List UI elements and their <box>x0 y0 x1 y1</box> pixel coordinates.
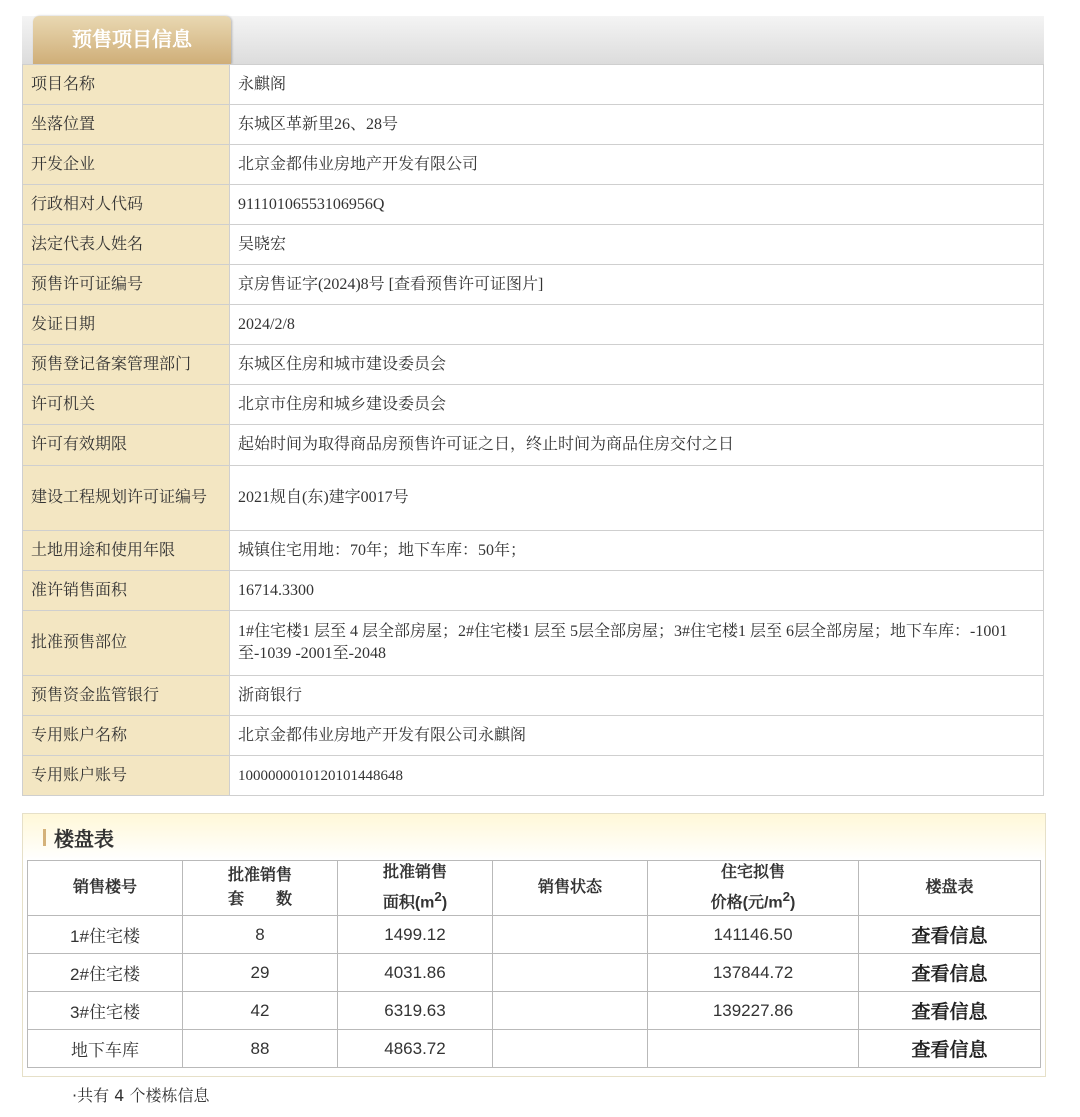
view-permit-image-link[interactable]: [查看预售许可证图片] <box>388 275 544 293</box>
info-label: 发证日期 <box>23 305 230 345</box>
superscript-2: 2 <box>434 889 442 904</box>
info-row-account-number <box>23 756 1044 796</box>
cell-status <box>493 992 648 1030</box>
table-row <box>28 992 1041 1030</box>
info-value: 北京市住房和城乡建设委员会 <box>230 385 1044 425</box>
info-row-account-name <box>23 716 1044 756</box>
col-header-building <box>28 861 183 916</box>
cell-status <box>493 954 648 992</box>
cell-units: 29 <box>183 954 338 992</box>
info-label: 法定代表人姓名 <box>23 225 230 265</box>
col-header-view <box>859 861 1041 916</box>
info-label: 坐落位置 <box>23 105 230 145</box>
info-value: 100000001012010144​8648 <box>230 756 1044 796</box>
info-value <box>230 265 1044 305</box>
building-count-summary: ·共有 4 个楼栋信息 <box>72 1086 210 1105</box>
col-header-units-line1: 批准销售 <box>227 867 292 885</box>
col-header-price-line1: 住宅拟售 <box>720 864 785 881</box>
col-header-price-line2: 价格(元/m <box>710 894 783 912</box>
cell-price <box>648 1030 859 1068</box>
info-value: 1#住宅楼1 层至 4 层全部房屋；2#住宅楼1 层至 5层全部房屋；3#住宅楼1 层至 6层全部房屋；地下车库：-1001至-1039 -2001至-2048 <box>230 611 1044 676</box>
cell-area: 1499.12 <box>338 916 493 954</box>
info-row-validity <box>23 425 1044 466</box>
cell-units: 8 <box>183 916 338 954</box>
cell-price: 141146.50 <box>648 916 859 954</box>
info-label: 预售资金监管银行 <box>23 676 230 716</box>
cell-status <box>493 1030 648 1068</box>
building-list-panel <box>22 813 1046 1077</box>
col-header-price <box>648 861 859 916</box>
info-row-sale-area <box>23 571 1044 611</box>
cell-area: 4863.72 <box>338 1030 493 1068</box>
info-row-project-name <box>23 65 1044 105</box>
view-info-link[interactable]: 查看信息 <box>859 1030 1041 1068</box>
info-row-developer <box>23 145 1044 185</box>
cell-area: 4031.86 <box>338 954 493 992</box>
col-header-area-line2: 面积(m <box>382 894 435 912</box>
info-row-land-use <box>23 531 1044 571</box>
permit-number-text: 京房售证字(2024)8号 <box>238 275 385 293</box>
building-list-header <box>23 814 1045 860</box>
info-label: 行政相对人代码 <box>23 185 230 225</box>
cell-units: 88 <box>183 1030 338 1068</box>
info-value: 16714.3300 <box>230 571 1044 611</box>
info-label: 建设工程规划许可证编号 <box>23 466 230 531</box>
info-row-licensing-authority <box>23 385 1044 425</box>
info-value: 北京金都伟业房地产开发有限公司 <box>230 145 1044 185</box>
info-value: 北京金都伟业房地产开发有限公司永麒阁 <box>230 716 1044 756</box>
building-table-header-row <box>28 861 1041 916</box>
col-header-area-line1: 批准销售 <box>382 864 447 881</box>
table-row <box>28 954 1041 992</box>
close-paren: ) <box>441 894 448 912</box>
info-value: 东城区革新里26、28号 <box>230 105 1044 145</box>
col-header-area <box>338 861 493 916</box>
view-info-link[interactable]: 查看信息 <box>859 992 1041 1030</box>
info-value: 91110106553106956Q <box>230 185 1044 225</box>
view-info-link[interactable]: 查看信息 <box>859 916 1041 954</box>
info-label: 批准预售部位 <box>23 611 230 676</box>
info-row-legal-rep <box>23 225 1044 265</box>
info-row-permit-number <box>23 265 1044 305</box>
col-header-building-label: 销售楼号 <box>72 879 137 897</box>
cell-price: 137844.72 <box>648 954 859 992</box>
building-table <box>27 860 1041 1068</box>
cell-building: 3#住宅楼 <box>28 992 183 1030</box>
info-row-supervision-bank <box>23 676 1044 716</box>
table-row <box>28 916 1041 954</box>
info-row-admin-code <box>23 185 1044 225</box>
cell-units: 42 <box>183 992 338 1030</box>
cell-status <box>493 916 648 954</box>
col-header-status <box>493 861 648 916</box>
info-label: 预售登记备案管理部门 <box>23 345 230 385</box>
info-value: 起始时间为取得商品房预售许可证之日，终止时间为商品住房交付之日 <box>230 425 1044 466</box>
building-list-title: 楼盘表 <box>54 827 114 851</box>
project-info-table <box>22 64 1044 796</box>
view-info-link[interactable]: 查看信息 <box>859 954 1041 992</box>
info-value: 2021规自(东)建字0017号 <box>230 466 1044 531</box>
info-row-planning-permit <box>23 466 1044 531</box>
cell-price: 139227.86 <box>648 992 859 1030</box>
tab-presale-project-info[interactable]: 预售项目信息 <box>33 16 231 64</box>
info-label: 专用账户账号 <box>23 756 230 796</box>
info-value: 浙商银行 <box>230 676 1044 716</box>
info-label: 准许销售面积 <box>23 571 230 611</box>
info-row-presale-parts <box>23 611 1044 676</box>
info-value: 永麒阁 <box>230 65 1044 105</box>
info-label: 土地用途和使用年限 <box>23 531 230 571</box>
info-label: 许可机关 <box>23 385 230 425</box>
info-value: 2024/2/8 <box>230 305 1044 345</box>
info-value: 吴晓宏 <box>230 225 1044 265</box>
info-row-issue-date <box>23 305 1044 345</box>
info-label: 许可有效期限 <box>23 425 230 466</box>
info-label: 项目名称 <box>23 65 230 105</box>
col-header-units <box>183 861 338 916</box>
cell-area: 6319.63 <box>338 992 493 1030</box>
info-value: 城镇住宅用地：70年；地下车库：50年； <box>230 531 1044 571</box>
col-header-view-label: 楼盘表 <box>925 879 974 897</box>
col-header-status-label: 销售状态 <box>537 879 602 897</box>
table-row <box>28 1030 1041 1068</box>
title-accent-bar <box>43 829 46 846</box>
cell-building: 2#住宅楼 <box>28 954 183 992</box>
info-row-location <box>23 105 1044 145</box>
close-paren: ) <box>790 894 796 912</box>
info-label: 专用账户名称 <box>23 716 230 756</box>
info-label: 预售许可证编号 <box>23 265 230 305</box>
info-label: 开发企业 <box>23 145 230 185</box>
cell-building: 1#住宅楼 <box>28 916 183 954</box>
col-header-units-line2: 套 数 <box>227 891 292 909</box>
superscript-2: 2 <box>782 889 791 904</box>
section-tab-bar <box>22 16 1044 65</box>
info-value: 东城区住房和城市建设委员会 <box>230 345 1044 385</box>
info-row-registry-dept <box>23 345 1044 385</box>
cell-building: 地下车库 <box>28 1030 183 1068</box>
